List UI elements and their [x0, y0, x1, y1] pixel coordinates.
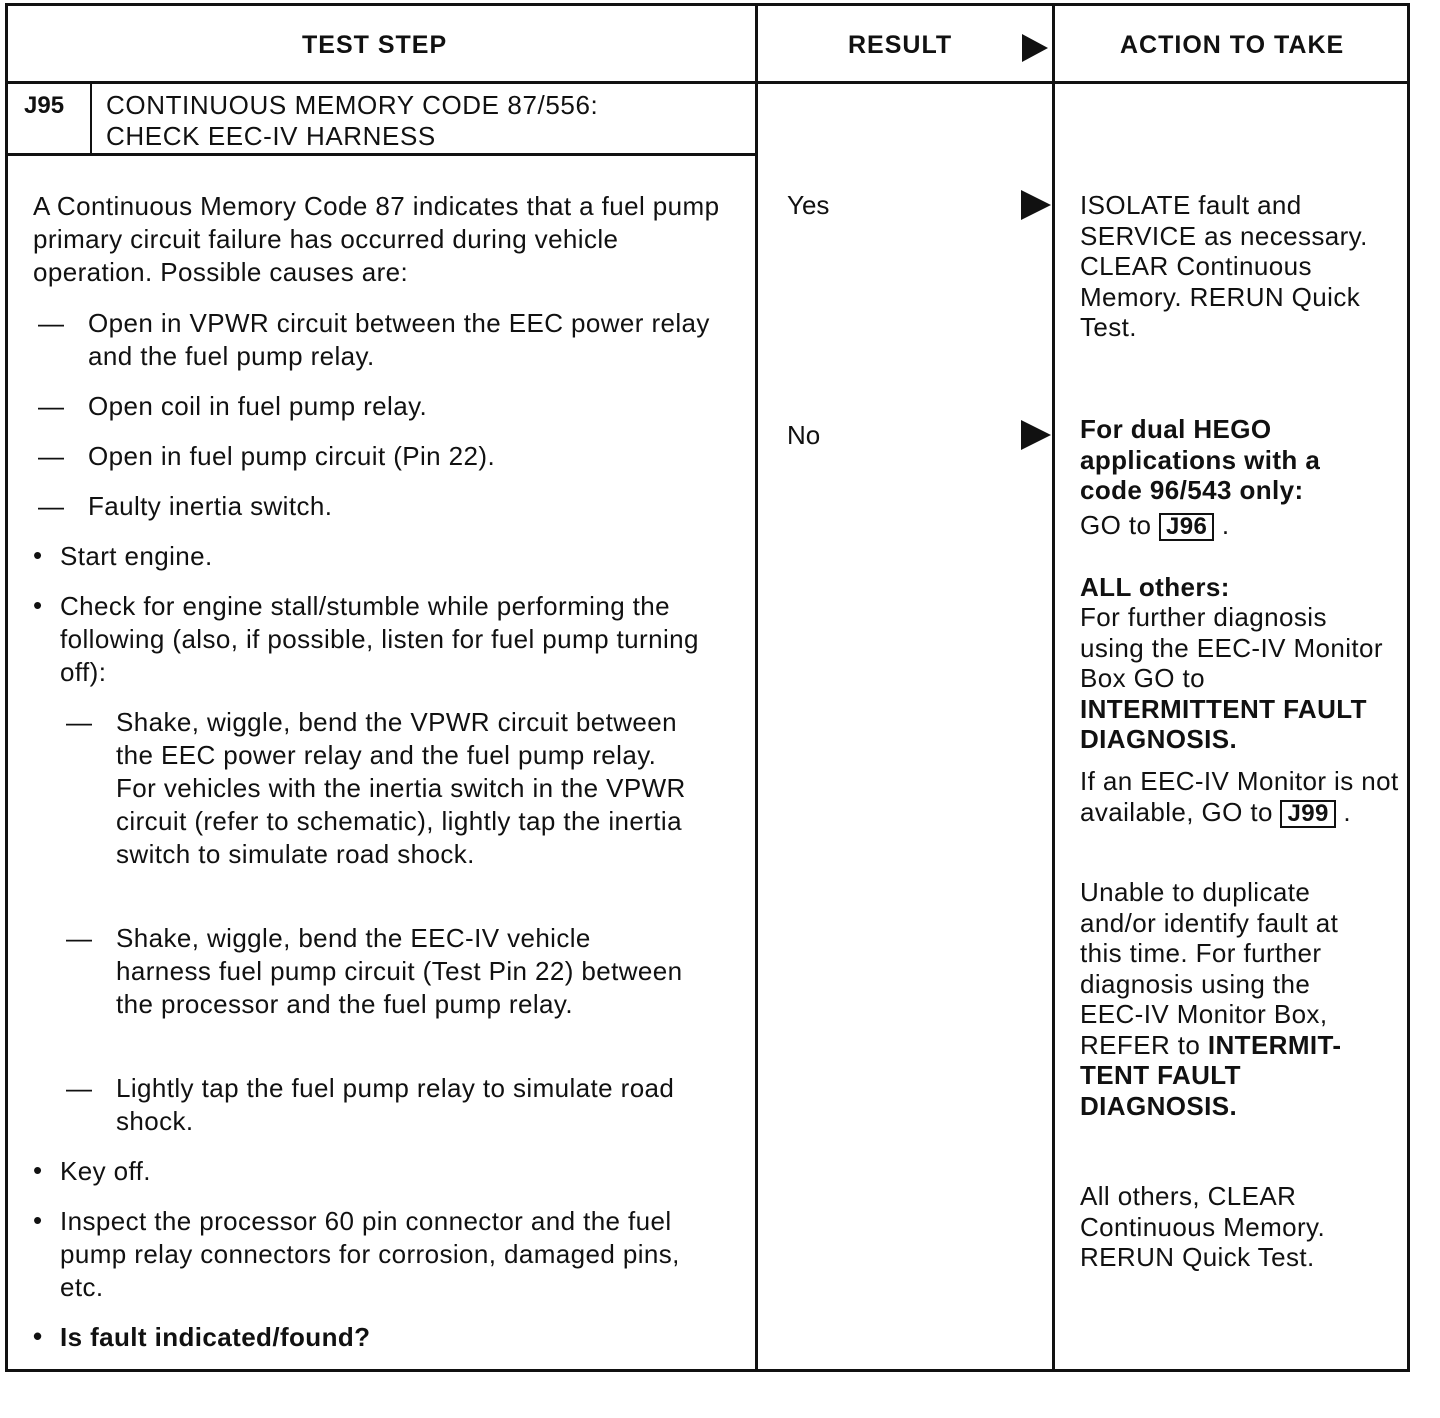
- action-dual-hego: For dual HEGO applications with a code 96/543 only:: [1080, 414, 1321, 505]
- bullet-mark: •: [33, 540, 43, 570]
- intermittent-fault-link: INTERMITTENT FAULT DIAGNOSIS.: [1080, 693, 1367, 754]
- bullet-text: Start engine.: [60, 541, 213, 571]
- dash-mark: —: [38, 308, 65, 338]
- ref-j99-link[interactable]: J99: [1280, 800, 1335, 828]
- dash-mark: —: [66, 707, 93, 737]
- sub-step-text: Shake, wiggle, bend the VPWR circuit between the EEC power relay and the fuel pump relay. For vehicles with the inertia switch in the VPWR circuit (refer to schematic), lightly tap the inertia switch to simulate road shock.: [116, 707, 686, 869]
- bullet-mark: •: [33, 1155, 43, 1185]
- intro-paragraph: A Continuous Memory Code 87 indicates that a fuel pump primary circuit failure has occurred during vehicle operation. Possible causes are:: [33, 191, 720, 287]
- action-no-monitor: [1080, 766, 1400, 828]
- cause-text: Open coil in fuel pump relay.: [88, 391, 428, 421]
- bullet-text: Inspect the processor 60 pin connector and the fuel pump relay connectors for corrosion, damaged pins, etc.: [60, 1206, 680, 1302]
- dash-mark: —: [38, 491, 65, 521]
- step-title-divider: [5, 153, 755, 156]
- cause-text: Faulty inertia switch.: [88, 491, 333, 521]
- step-title-line-1: CONTINUOUS MEMORY CODE 87/556:: [106, 90, 599, 120]
- period: .: [1221, 510, 1230, 540]
- all-others-text: For further diagnosis using the EEC-IV Monitor Box GO to: [1080, 602, 1383, 693]
- cause-text: Open in VPWR circuit between the EEC power relay and the fuel pump relay.: [88, 308, 710, 371]
- result-yes: Yes: [787, 190, 830, 220]
- bullet-text: Check for engine stall/stumble while performing the following (also, if possible, listen for fuel pump turning off):: [60, 591, 699, 687]
- step-title-line-2: CHECK EEC-IV HARNESS: [106, 121, 436, 151]
- bullet-mark: •: [33, 590, 43, 620]
- period: .: [1343, 796, 1351, 827]
- arrow-right-icon: [1021, 190, 1051, 220]
- header-result: RESULT: [848, 31, 953, 59]
- column-divider-result: [755, 3, 758, 1372]
- question-text: Is fault indicated/found?: [60, 1322, 371, 1352]
- bullet-text: Key off.: [60, 1156, 151, 1186]
- cause-text: Open in fuel pump circuit (Pin 22).: [88, 441, 496, 471]
- dash-mark: —: [38, 391, 65, 421]
- dash-mark: —: [66, 923, 93, 953]
- ref-j96-link[interactable]: J96: [1159, 513, 1214, 541]
- dash-mark: —: [38, 441, 65, 471]
- intermittent-fault-link: INTERMIT-TENT FAULT DIAGNOSIS.: [1080, 1029, 1342, 1121]
- action-final: All others, CLEAR Continuous Memory. RERUN Quick Test.: [1080, 1181, 1326, 1272]
- header-test-step: TEST STEP: [302, 31, 448, 59]
- sub-step-text: Shake, wiggle, bend the EEC-IV vehicle harness fuel pump circuit (Test Pin 22) between the processor and the fuel pump relay.: [116, 923, 683, 1019]
- action-unable: [1080, 877, 1380, 1121]
- result-no: No: [787, 420, 821, 450]
- step-id: J95: [24, 92, 65, 119]
- go-to-text: GO to: [1080, 510, 1152, 540]
- header-action: ACTION TO TAKE: [1120, 31, 1345, 59]
- column-divider-action: [1052, 3, 1055, 1372]
- step-title: [106, 90, 598, 152]
- dash-mark: —: [66, 1073, 93, 1103]
- action-all-others: [1080, 602, 1385, 755]
- header-arrow-icon: [1022, 34, 1048, 62]
- action-go-j96: [1080, 510, 1400, 541]
- action-all-others-heading: ALL others:: [1080, 572, 1230, 602]
- arrow-right-icon: [1021, 420, 1051, 450]
- unable-text: Unable to duplicate and/or identify fault at this time. For further diagnosis using the EEC-IV Monitor Box, REFER to: [1080, 877, 1339, 1060]
- bullet-mark: •: [33, 1321, 43, 1351]
- no-monitor-text: If an EEC-IV Monitor is not available, GO to: [1080, 766, 1399, 827]
- header-divider: [5, 81, 1410, 84]
- step-id-divider: [90, 83, 92, 155]
- sub-step-text: Lightly tap the fuel pump relay to simulate road shock.: [116, 1073, 675, 1136]
- action-yes: ISOLATE fault and SERVICE as necessary. CLEAR Continuous Memory. RERUN Quick Test.: [1080, 190, 1368, 342]
- bullet-mark: •: [33, 1205, 43, 1235]
